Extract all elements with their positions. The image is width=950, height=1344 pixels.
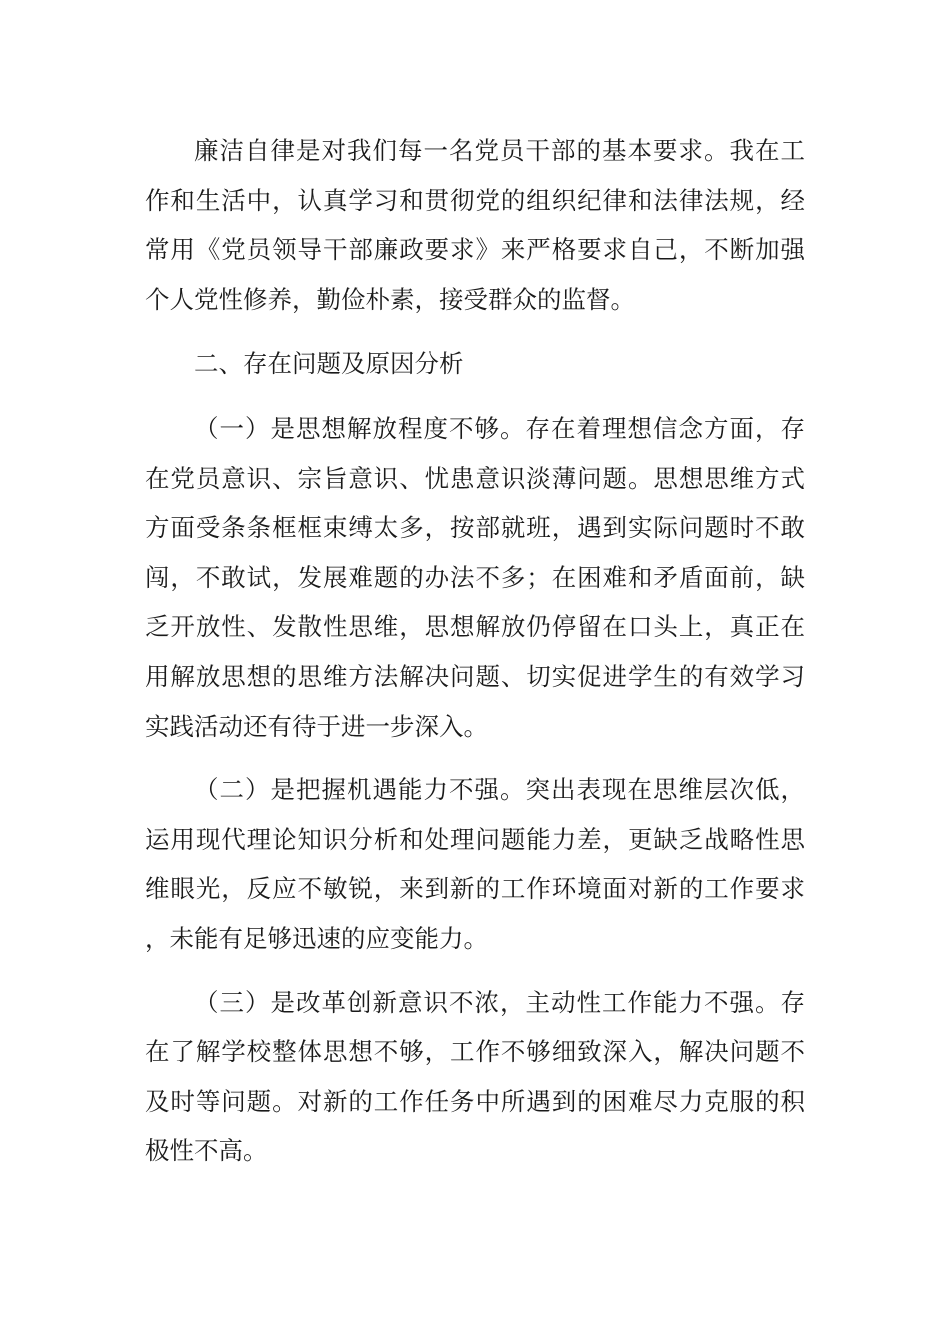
paragraph-problem-3: （三）是改革创新意识不浓，主动性工作能力不强。存在了解学校整体思想不够，工作不够细致深入，解决问题不及时等问题。对新的工作任务中所遇到的困难尽力克服的积极性不高。 [145, 987, 805, 1166]
paragraph-problem-2: （二）是把握机遇能力不强。突出表现在思维层次低，运用现代理论知识分析和处理问题能力差，更缺乏战略性思维眼光，反应不敏锐，来到新的工作环境面对新的工作要求，未能有足够迅速的应变能力。 [145, 775, 805, 953]
paragraph-problem-1: （一）是思想解放程度不够。存在着理想信念方面，存在党员意识、宗旨意识、忧患意识淡薄问题。思想思维方式方面受条条框框束缚太多，按部就班，遇到实际问题时不敢闯，不敢试，发展难题的办法不多；在困难和矛盾面前，缺乏开放性、发散性思维，思想解放仍停留在口头上，真正在用解放思想的思维方法解决问题、切实促进学生的有效学习实践活动还有待于进一步深入。 [145, 413, 805, 741]
document-body [145, 126, 805, 1176]
section-heading-problems: 二、存在问题及原因分析 [194, 349, 464, 379]
paragraph-integrity: 廉洁自律是对我们每一名党员干部的基本要求。我在工作和生活中，认真学习和贯彻党的组织纪律和法律法规，经常用《党员领导干部廉政要求》来严格要求自己，不断加强个人党性修养，勤俭朴素，接受群众的监督。 [145, 136, 805, 314]
